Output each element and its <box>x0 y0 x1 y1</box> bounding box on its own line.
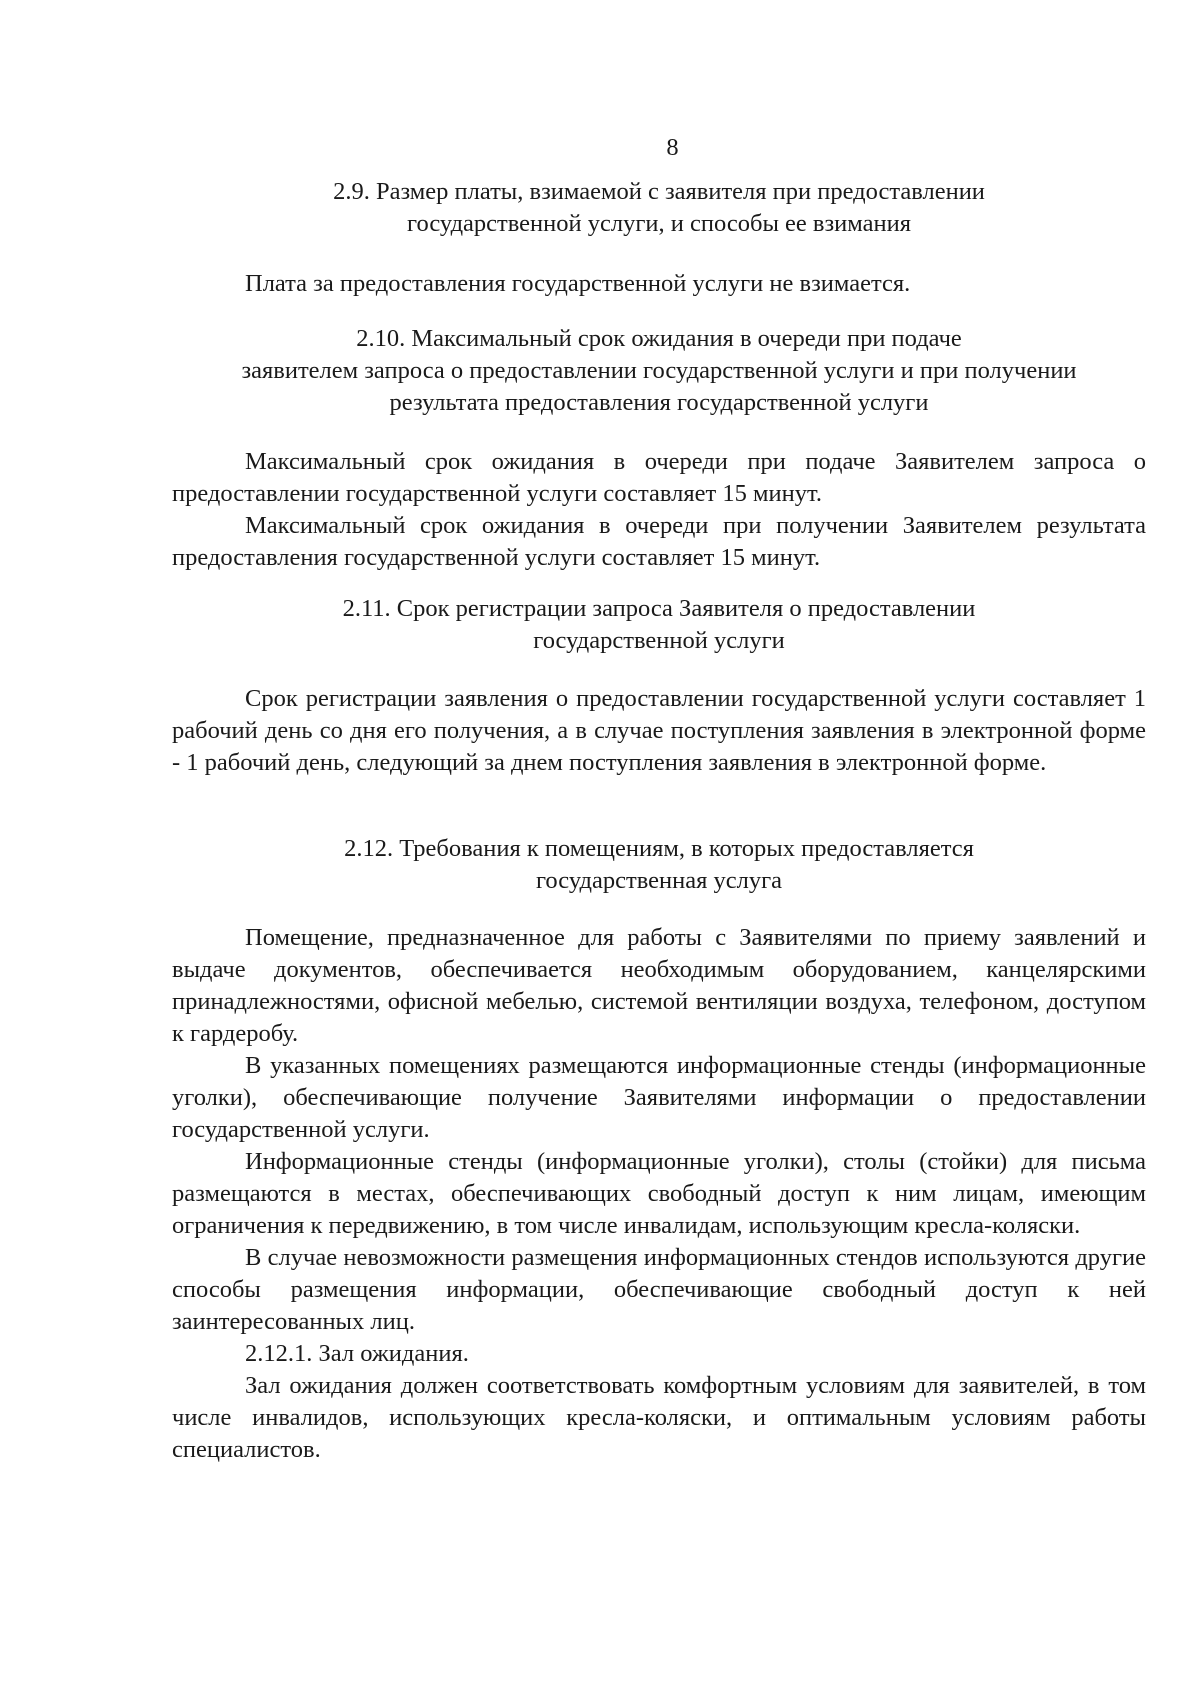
paragraph: Плата за предоставления государственной услуги не взимается. <box>245 270 911 297</box>
page-number: 8 <box>666 134 679 161</box>
heading-line: заявителем запроса о предоставлении государственной услуги и при получении <box>241 357 1077 384</box>
section-heading <box>172 323 1146 419</box>
heading-line: государственной услуги <box>533 627 785 654</box>
section-heading <box>172 176 1146 240</box>
section-2-11-heading <box>172 593 1146 657</box>
paragraph: 2.12.1. Зал ожидания. <box>245 1340 469 1367</box>
paragraph: Максимальный срок ожидания в очереди при подаче Заявителем запроса о предоставлении государственной услуги составляет 15 минут. <box>172 448 1146 507</box>
heading-line: 2.10. Максимальный срок ожидания в очереди при подаче <box>356 325 962 352</box>
paragraph: Помещение, предназначенное для работы с Заявителями по приему заявлений и выдаче документов, обеспечивается необходимым оборудованием, канцелярскими принадлежностями, офисной мебелью, системой вентиляции воздуха, телефоном, доступом к гардеробу. <box>172 924 1146 1047</box>
section-2-12-body <box>172 922 1146 1466</box>
section-2-12-heading <box>172 833 1146 897</box>
section-2-11-body <box>172 683 1146 779</box>
section-2-9-body <box>172 268 1146 300</box>
paragraph: Срок регистрации заявления о предоставлении государственной услуги составляет 1 рабочий день со дня его получения, а в случае поступления заявления в электронной форме - 1 рабочий день, следующий за днем поступления заявления в электронной форме. <box>172 685 1146 776</box>
section-heading <box>172 593 1146 657</box>
section-2-10-heading <box>172 323 1146 419</box>
paragraph: Максимальный срок ожидания в очереди при получении Заявителем результата предоставления государственной услуги составляет 15 минут. <box>172 512 1146 571</box>
heading-line: государственной услуги, и способы ее взимания <box>407 210 911 237</box>
heading-line: результата предоставления государственной услуги <box>389 389 929 416</box>
paragraph: В случае невозможности размещения информационных стендов используются другие способы размещения информации, обеспечивающие свободный доступ к ней заинтересованных лиц. <box>172 1244 1146 1335</box>
section-heading <box>172 833 1146 897</box>
paragraph: Информационные стенды (информационные уголки), столы (стойки) для письма размещаются в местах, обеспечивающих свободный доступ к ним лицам, имеющим ограничения к передвижению, в том числе инвалидам, использующим кресла-коляски. <box>172 1148 1146 1239</box>
paragraph: Зал ожидания должен соответствовать комфортным условиям для заявителей, в том числе инвалидов, использующих кресла-коляски, и оптимальным условиям работы специалистов. <box>172 1372 1146 1463</box>
section-2-9-heading <box>172 176 1146 240</box>
paragraph: В указанных помещениях размещаются информационные стенды (информационные уголки), обеспечивающие получение Заявителями информации о предоставлении государственной услуги. <box>172 1052 1146 1143</box>
section-2-10-body <box>172 446 1146 574</box>
heading-line: 2.9. Размер платы, взимаемой с заявителя при предоставлении <box>333 178 985 205</box>
heading-line: 2.11. Срок регистрации запроса Заявителя о предоставлении <box>342 595 976 622</box>
heading-line: 2.12. Требования к помещениям, в которых предоставляется <box>344 835 974 862</box>
heading-line: государственная услуга <box>535 867 783 894</box>
